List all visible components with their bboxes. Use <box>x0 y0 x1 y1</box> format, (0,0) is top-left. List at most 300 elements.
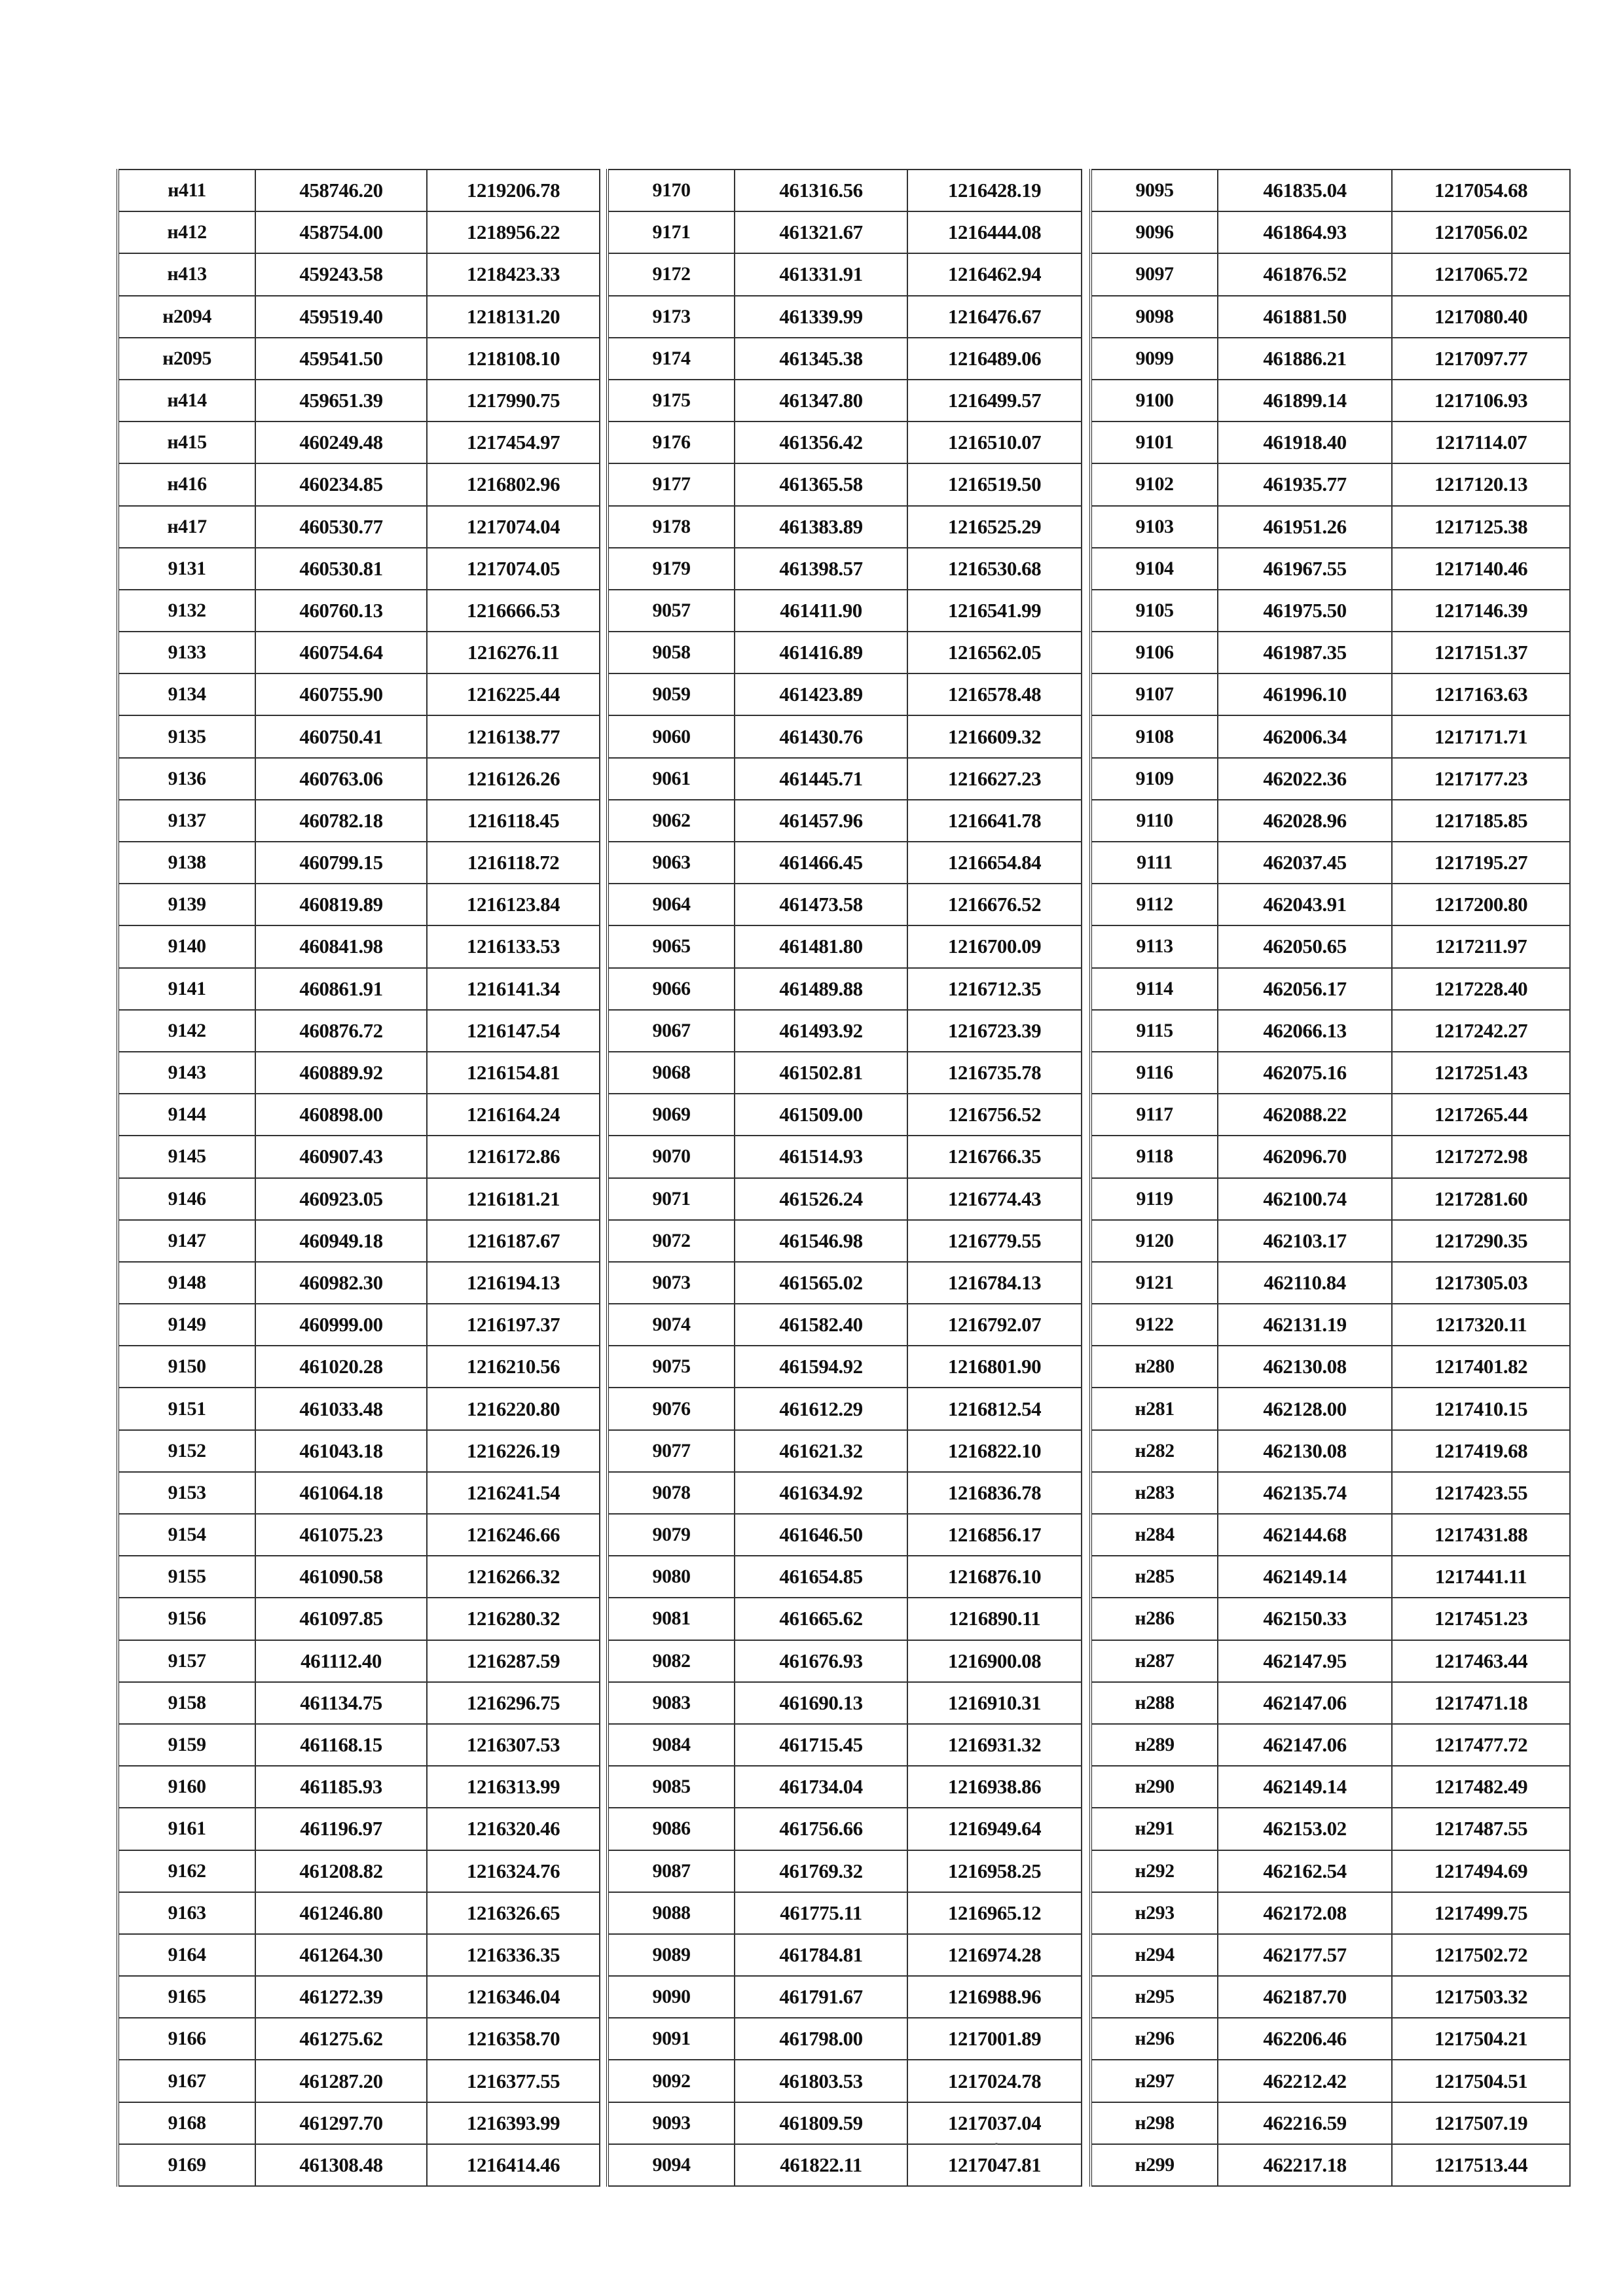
y-coordinate: 1216307.53 <box>427 1724 600 1766</box>
table-row <box>608 925 1082 967</box>
table-row <box>118 1052 600 1094</box>
table-row <box>118 170 600 211</box>
table-row <box>118 211 600 253</box>
table-row <box>118 1472 600 1514</box>
y-coordinate: 1216489.06 <box>907 338 1082 380</box>
table-row <box>118 1556 600 1598</box>
y-coordinate: 1217305.03 <box>1392 1262 1570 1304</box>
x-coordinate: 461331.91 <box>735 253 907 295</box>
table-row <box>608 590 1082 632</box>
point-id: н295 <box>1091 1976 1218 2018</box>
y-coordinate: 1217228.40 <box>1392 968 1570 1010</box>
point-id: н296 <box>1091 2018 1218 2060</box>
x-coordinate: 462043.91 <box>1218 884 1392 925</box>
x-coordinate: 461185.93 <box>255 1766 427 1808</box>
x-coordinate: 462162.54 <box>1218 1850 1392 1892</box>
y-coordinate: 1217242.27 <box>1392 1010 1570 1052</box>
y-coordinate: 1216476.67 <box>907 296 1082 338</box>
x-coordinate: 462212.42 <box>1218 2060 1392 2102</box>
y-coordinate: 1217504.51 <box>1392 2060 1570 2102</box>
table-row <box>118 715 600 757</box>
table-row <box>118 1094 600 1136</box>
x-coordinate: 461526.24 <box>735 1178 907 1220</box>
y-coordinate: 1216313.99 <box>427 1766 600 1808</box>
table-row <box>1091 296 1570 338</box>
x-coordinate: 460819.89 <box>255 884 427 925</box>
table-row <box>1091 758 1570 800</box>
point-id: 9094 <box>608 2144 735 2186</box>
x-coordinate: 461445.71 <box>735 758 907 800</box>
table-row <box>118 1598 600 1640</box>
y-coordinate: 1217502.72 <box>1392 1934 1570 1976</box>
table-row <box>1091 590 1570 632</box>
point-id: 9153 <box>118 1472 255 1514</box>
table-row <box>1091 800 1570 842</box>
x-coordinate: 461835.04 <box>1218 170 1392 211</box>
y-coordinate: 1216320.46 <box>427 1808 600 1850</box>
x-coordinate: 461287.20 <box>255 2060 427 2102</box>
point-id: 9141 <box>118 968 255 1010</box>
table-row <box>608 1010 1082 1052</box>
y-coordinate: 1216700.09 <box>907 925 1082 967</box>
table-row <box>1091 506 1570 548</box>
x-coordinate: 461264.30 <box>255 1934 427 1976</box>
x-coordinate: 461064.18 <box>255 1472 427 1514</box>
y-coordinate: 1217471.18 <box>1392 1682 1570 1724</box>
point-id: 9143 <box>118 1052 255 1094</box>
x-coordinate: 460923.05 <box>255 1178 427 1220</box>
y-coordinate: 1216756.52 <box>907 1094 1082 1136</box>
point-id: 9133 <box>118 632 255 673</box>
y-coordinate: 1216578.48 <box>907 673 1082 715</box>
y-coordinate: 1216988.96 <box>907 1976 1082 2018</box>
y-coordinate: 1216138.77 <box>427 715 600 757</box>
point-id: 9162 <box>118 1850 255 1892</box>
x-coordinate: 461715.45 <box>735 1724 907 1766</box>
y-coordinate: 1216181.21 <box>427 1178 600 1220</box>
y-coordinate: 1217114.07 <box>1392 422 1570 463</box>
point-id: 9105 <box>1091 590 1218 632</box>
y-coordinate: 1216220.80 <box>427 1388 600 1429</box>
point-id: 9070 <box>608 1136 735 1177</box>
x-coordinate: 462147.06 <box>1218 1682 1392 1724</box>
x-coordinate: 462022.36 <box>1218 758 1392 800</box>
y-coordinate: 1216226.19 <box>427 1430 600 1472</box>
x-coordinate: 461316.56 <box>735 170 907 211</box>
x-coordinate: 462088.22 <box>1218 1094 1392 1136</box>
point-id: 9136 <box>118 758 255 800</box>
y-coordinate: 1216900.08 <box>907 1640 1082 1682</box>
x-coordinate: 461020.28 <box>255 1346 427 1388</box>
table-row <box>1091 380 1570 422</box>
x-coordinate: 461481.80 <box>735 925 907 967</box>
table-row <box>118 1976 600 2018</box>
x-coordinate: 461196.97 <box>255 1808 427 1850</box>
table-row <box>1091 1640 1570 1682</box>
table-row <box>608 1094 1082 1136</box>
table-row <box>1091 548 1570 590</box>
x-coordinate: 462177.57 <box>1218 1934 1392 1976</box>
point-id: 9149 <box>118 1304 255 1346</box>
y-coordinate: 1217477.72 <box>1392 1724 1570 1766</box>
point-id: 9131 <box>118 548 255 590</box>
x-coordinate: 461612.29 <box>735 1388 907 1429</box>
table-row <box>608 758 1082 800</box>
table-row <box>608 1598 1082 1640</box>
x-coordinate: 460876.72 <box>255 1010 427 1052</box>
table-row <box>1091 1262 1570 1304</box>
point-id: 9155 <box>118 1556 255 1598</box>
y-coordinate: 1217272.98 <box>1392 1136 1570 1177</box>
point-id: 9059 <box>608 673 735 715</box>
y-coordinate: 1216792.07 <box>907 1304 1082 1346</box>
point-id: 9089 <box>608 1934 735 1976</box>
point-id: 9152 <box>118 1430 255 1472</box>
table-row <box>118 1808 600 1850</box>
coordinate-table-column-2 <box>606 169 1082 2187</box>
table-row <box>118 2102 600 2144</box>
table-row <box>118 1850 600 1892</box>
x-coordinate: 461975.50 <box>1218 590 1392 632</box>
y-coordinate: 1216358.70 <box>427 2018 600 2060</box>
table-row <box>1091 170 1570 211</box>
point-id: н282 <box>1091 1430 1218 1472</box>
table-row <box>118 758 600 800</box>
point-id: 9090 <box>608 1976 735 2018</box>
y-coordinate: 1217200.80 <box>1392 884 1570 925</box>
table-row <box>608 884 1082 925</box>
table-row <box>608 506 1082 548</box>
table-row <box>118 1430 600 1472</box>
y-coordinate: 1217106.93 <box>1392 380 1570 422</box>
x-coordinate: 461996.10 <box>1218 673 1392 715</box>
x-coordinate: 460754.64 <box>255 632 427 673</box>
y-coordinate: 1217320.11 <box>1392 1304 1570 1346</box>
x-coordinate: 461582.40 <box>735 1304 907 1346</box>
table-row <box>608 800 1082 842</box>
x-coordinate: 460530.81 <box>255 548 427 590</box>
y-coordinate: 1218108.10 <box>427 338 600 380</box>
x-coordinate: 461665.62 <box>735 1598 907 1640</box>
x-coordinate: 461621.32 <box>735 1430 907 1472</box>
point-id: н287 <box>1091 1640 1218 1682</box>
y-coordinate: 1217163.63 <box>1392 673 1570 715</box>
x-coordinate: 461457.96 <box>735 800 907 842</box>
x-coordinate: 461987.35 <box>1218 632 1392 673</box>
x-coordinate: 462056.17 <box>1218 968 1392 1010</box>
table-row <box>118 1892 600 1934</box>
table-row <box>608 2144 1082 2186</box>
point-id: 9139 <box>118 884 255 925</box>
table-row <box>1091 842 1570 884</box>
x-coordinate: 462144.68 <box>1218 1514 1392 1556</box>
y-coordinate: 1218131.20 <box>427 296 600 338</box>
y-coordinate: 1217195.27 <box>1392 842 1570 884</box>
y-coordinate: 1217047.81 <box>907 2144 1082 2186</box>
x-coordinate: 462206.46 <box>1218 2018 1392 2060</box>
point-id: 9112 <box>1091 884 1218 925</box>
y-coordinate: 1216654.84 <box>907 842 1082 884</box>
y-coordinate: 1217074.05 <box>427 548 600 590</box>
y-coordinate: 1216241.54 <box>427 1472 600 1514</box>
table-row <box>1091 2102 1570 2144</box>
table-row <box>118 463 600 505</box>
y-coordinate: 1216326.65 <box>427 1892 600 1934</box>
table-row <box>118 1136 600 1177</box>
y-coordinate: 1217185.85 <box>1392 800 1570 842</box>
point-id: 9088 <box>608 1892 735 1934</box>
point-id: 9104 <box>1091 548 1218 590</box>
table-row <box>608 1976 1082 2018</box>
x-coordinate: 460755.90 <box>255 673 427 715</box>
x-coordinate: 461168.15 <box>255 1724 427 1766</box>
y-coordinate: 1216784.13 <box>907 1262 1082 1304</box>
y-coordinate: 1216164.24 <box>427 1094 600 1136</box>
table-row <box>118 1262 600 1304</box>
point-id: 9174 <box>608 338 735 380</box>
table-row <box>1091 2144 1570 2186</box>
x-coordinate: 461734.04 <box>735 1766 907 1808</box>
x-coordinate: 459651.39 <box>255 380 427 422</box>
y-coordinate: 1217097.77 <box>1392 338 1570 380</box>
table-row <box>1091 1136 1570 1177</box>
x-coordinate: 461411.90 <box>735 590 907 632</box>
table-row <box>118 590 600 632</box>
y-coordinate: 1217251.43 <box>1392 1052 1570 1094</box>
point-id: 9062 <box>608 800 735 842</box>
point-id: н297 <box>1091 2060 1218 2102</box>
x-coordinate: 462135.74 <box>1218 1472 1392 1514</box>
point-id: 9093 <box>608 2102 735 2144</box>
table-row <box>608 1346 1082 1388</box>
point-id: 9087 <box>608 1850 735 1892</box>
x-coordinate: 462006.34 <box>1218 715 1392 757</box>
table-row <box>118 800 600 842</box>
table-row <box>1091 1976 1570 2018</box>
point-id: 9119 <box>1091 1178 1218 1220</box>
point-id: 9134 <box>118 673 255 715</box>
x-coordinate: 461594.92 <box>735 1346 907 1388</box>
x-coordinate: 460799.15 <box>255 842 427 884</box>
x-coordinate: 461690.13 <box>735 1682 907 1724</box>
y-coordinate: 1218956.22 <box>427 211 600 253</box>
y-coordinate: 1216562.05 <box>907 632 1082 673</box>
point-id: н285 <box>1091 1556 1218 1598</box>
point-id: 9172 <box>608 253 735 295</box>
table-row <box>1091 1304 1570 1346</box>
x-coordinate: 461383.89 <box>735 506 907 548</box>
point-id: 9150 <box>118 1346 255 1388</box>
point-id: 9163 <box>118 1892 255 1934</box>
x-coordinate: 460889.92 <box>255 1052 427 1094</box>
y-coordinate: 1216324.76 <box>427 1850 600 1892</box>
point-id: 9057 <box>608 590 735 632</box>
point-id: 9114 <box>1091 968 1218 1010</box>
y-coordinate: 1216118.45 <box>427 800 600 842</box>
y-coordinate: 1216147.54 <box>427 1010 600 1052</box>
x-coordinate: 461090.58 <box>255 1556 427 1598</box>
x-coordinate: 458754.00 <box>255 211 427 253</box>
y-coordinate: 1216133.53 <box>427 925 600 967</box>
y-coordinate: 1216641.78 <box>907 800 1082 842</box>
point-id: 9069 <box>608 1094 735 1136</box>
y-coordinate: 1217441.11 <box>1392 1556 1570 1598</box>
point-id: 9098 <box>1091 296 1218 338</box>
point-id: 9171 <box>608 211 735 253</box>
table-row <box>608 1934 1082 1976</box>
point-id: 9161 <box>118 1808 255 1850</box>
x-coordinate: 462172.08 <box>1218 1892 1392 1934</box>
y-coordinate: 1216444.08 <box>907 211 1082 253</box>
x-coordinate: 461775.11 <box>735 1892 907 1934</box>
table-row <box>1091 1556 1570 1598</box>
y-coordinate: 1217074.04 <box>427 506 600 548</box>
point-id: 9076 <box>608 1388 735 1429</box>
point-id: 9137 <box>118 800 255 842</box>
point-id: н417 <box>118 506 255 548</box>
table-row <box>608 338 1082 380</box>
point-id: 9164 <box>118 1934 255 1976</box>
table-row <box>1091 1178 1570 1220</box>
table-row <box>1091 1346 1570 1388</box>
x-coordinate: 461546.98 <box>735 1220 907 1262</box>
x-coordinate: 461347.80 <box>735 380 907 422</box>
y-coordinate: 1216735.78 <box>907 1052 1082 1094</box>
table-row <box>608 1682 1082 1724</box>
point-id: н416 <box>118 463 255 505</box>
y-coordinate: 1217499.75 <box>1392 1892 1570 1934</box>
x-coordinate: 461886.21 <box>1218 338 1392 380</box>
y-coordinate: 1216428.19 <box>907 170 1082 211</box>
y-coordinate: 1216627.23 <box>907 758 1082 800</box>
table-row <box>118 2144 600 2186</box>
table-row <box>118 968 600 1010</box>
x-coordinate: 462103.17 <box>1218 1220 1392 1262</box>
table-row <box>118 548 600 590</box>
point-id: н2094 <box>118 296 255 338</box>
x-coordinate: 461809.59 <box>735 2102 907 2144</box>
x-coordinate: 461043.18 <box>255 1430 427 1472</box>
y-coordinate: 1216462.94 <box>907 253 1082 295</box>
table-row <box>118 632 600 673</box>
x-coordinate: 461208.82 <box>255 1850 427 1892</box>
y-coordinate: 1216712.35 <box>907 968 1082 1010</box>
point-id: 9091 <box>608 2018 735 2060</box>
x-coordinate: 462128.00 <box>1218 1388 1392 1429</box>
y-coordinate: 1216801.90 <box>907 1346 1082 1388</box>
table-row <box>1091 673 1570 715</box>
point-id: 9085 <box>608 1766 735 1808</box>
table-row <box>608 1304 1082 1346</box>
x-coordinate: 462096.70 <box>1218 1136 1392 1177</box>
table-row <box>608 842 1082 884</box>
point-id: 9120 <box>1091 1220 1218 1262</box>
point-id: н413 <box>118 253 255 295</box>
table-row <box>608 1220 1082 1262</box>
x-coordinate: 460782.18 <box>255 800 427 842</box>
table-row <box>1091 1514 1570 1556</box>
y-coordinate: 1217503.32 <box>1392 1976 1570 2018</box>
x-coordinate: 462150.33 <box>1218 1598 1392 1640</box>
x-coordinate: 461918.40 <box>1218 422 1392 463</box>
y-coordinate: 1217507.19 <box>1392 2102 1570 2144</box>
point-id: 9167 <box>118 2060 255 2102</box>
table-row <box>118 673 600 715</box>
y-coordinate: 1217990.75 <box>427 380 600 422</box>
y-coordinate: 1216938.86 <box>907 1766 1082 1808</box>
point-id: 9078 <box>608 1472 735 1514</box>
x-coordinate: 461489.88 <box>735 968 907 1010</box>
y-coordinate: 1217454.97 <box>427 422 600 463</box>
x-coordinate: 462130.08 <box>1218 1346 1392 1388</box>
point-id: 9179 <box>608 548 735 590</box>
table-row <box>1091 1388 1570 1429</box>
table-row <box>1091 1934 1570 1976</box>
x-coordinate: 461784.81 <box>735 1934 907 1976</box>
table-row <box>608 1262 1082 1304</box>
x-coordinate: 461822.11 <box>735 2144 907 2186</box>
point-id: 9083 <box>608 1682 735 1724</box>
x-coordinate: 461876.52 <box>1218 253 1392 295</box>
x-coordinate: 462037.45 <box>1218 842 1392 884</box>
point-id: 9095 <box>1091 170 1218 211</box>
table-row <box>1091 1052 1570 1094</box>
x-coordinate: 461967.55 <box>1218 548 1392 590</box>
table-row <box>118 1388 600 1429</box>
point-id: н2095 <box>118 338 255 380</box>
x-coordinate: 460249.48 <box>255 422 427 463</box>
point-id: н280 <box>1091 1346 1218 1388</box>
table-row <box>608 1556 1082 1598</box>
point-id: 9058 <box>608 632 735 673</box>
point-id: 9068 <box>608 1052 735 1094</box>
y-coordinate: 1217171.71 <box>1392 715 1570 757</box>
point-id: 9101 <box>1091 422 1218 463</box>
y-coordinate: 1217431.88 <box>1392 1514 1570 1556</box>
x-coordinate: 462153.02 <box>1218 1808 1392 1850</box>
y-coordinate: 1216974.28 <box>907 1934 1082 1976</box>
y-coordinate: 1216123.84 <box>427 884 600 925</box>
point-id: 9081 <box>608 1598 735 1640</box>
y-coordinate: 1216812.54 <box>907 1388 1082 1429</box>
table-row <box>118 338 600 380</box>
point-id: 9177 <box>608 463 735 505</box>
table-row <box>608 211 1082 253</box>
x-coordinate: 461416.89 <box>735 632 907 673</box>
point-id: 9109 <box>1091 758 1218 800</box>
x-coordinate: 461951.26 <box>1218 506 1392 548</box>
point-id: 9111 <box>1091 842 1218 884</box>
table-row <box>1091 2060 1570 2102</box>
x-coordinate: 461646.50 <box>735 1514 907 1556</box>
point-id: 9071 <box>608 1178 735 1220</box>
point-id: 9079 <box>608 1514 735 1556</box>
point-id: 9169 <box>118 2144 255 2186</box>
y-coordinate: 1217211.97 <box>1392 925 1570 967</box>
x-coordinate: 462147.95 <box>1218 1640 1392 1682</box>
x-coordinate: 461881.50 <box>1218 296 1392 338</box>
table-row <box>118 2018 600 2060</box>
x-coordinate: 461365.58 <box>735 463 907 505</box>
y-coordinate: 1216197.37 <box>427 1304 600 1346</box>
table-row <box>118 296 600 338</box>
point-id: 9102 <box>1091 463 1218 505</box>
table-row <box>118 253 600 295</box>
table-row <box>1091 1010 1570 1052</box>
table-row <box>118 1304 600 1346</box>
point-id: 9092 <box>608 2060 735 2102</box>
x-coordinate: 461033.48 <box>255 1388 427 1429</box>
